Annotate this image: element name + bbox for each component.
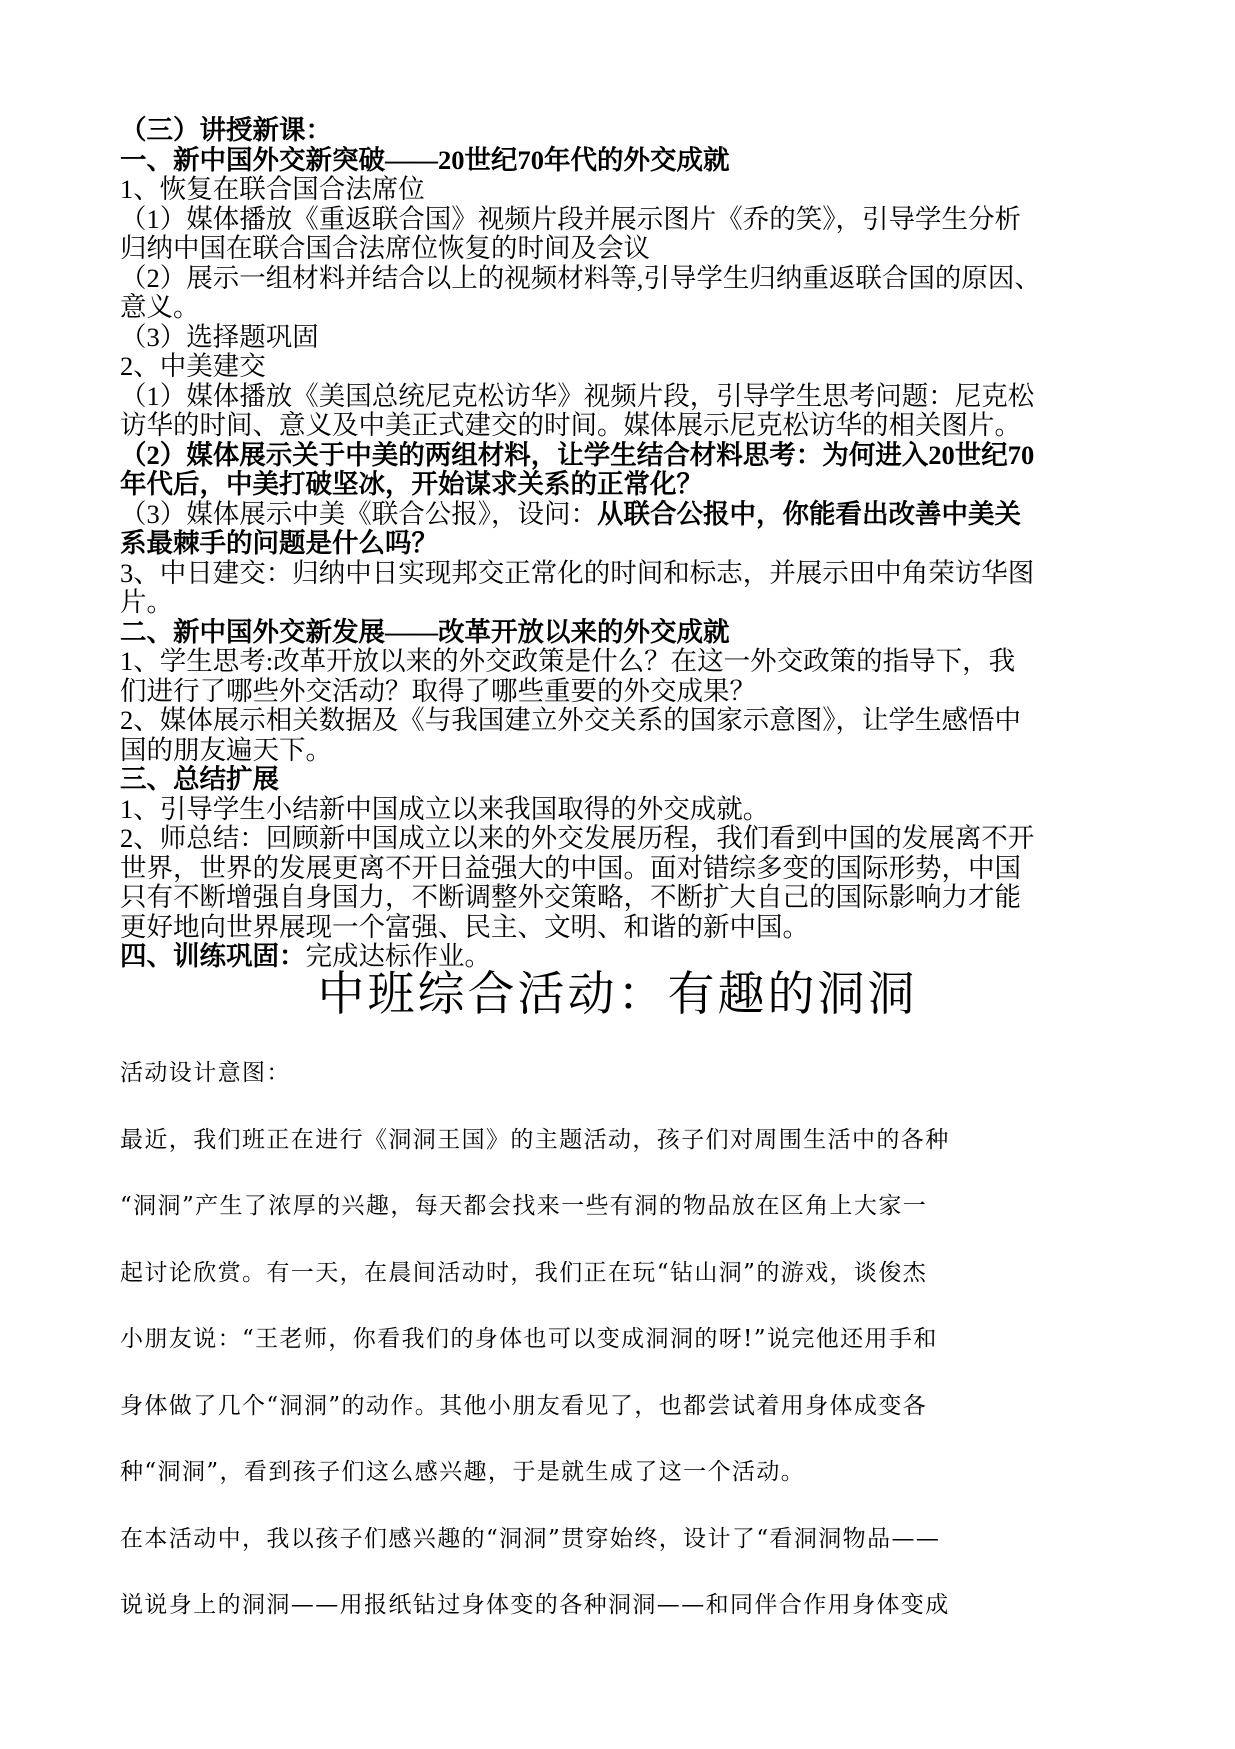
item1-2-line1: （2）展示一组材料并结合以上的视频材料等,引导学生归纳重返联合国的原因、 [120, 262, 1041, 293]
lesson-plan-section [120, 116, 1125, 972]
p3-item2-line4: 更好地向世界展现一个富强、民主、文明、和谐的新中国。 [120, 911, 809, 942]
p2-item2-line2: 国的朋友遍天下。 [120, 734, 332, 765]
part2-title: 二、新中国外交新发展——改革开放以来的外交成就 [120, 616, 730, 647]
p3-item2-line3: 只有不断增强自身国力，不断调整外交策略，不断扩大自己的国际影响力才能 [120, 882, 1021, 912]
item1-title: 1、恢复在联合国合法席位 [120, 174, 425, 204]
intent-line: 起讨论欣赏。有一天，在晨间活动时，我们正在玩“钻山洞”的游戏，谈俊杰 [120, 1259, 928, 1286]
item3-line2: 片。 [120, 587, 173, 617]
intent-label: 活动设计意图： [120, 1060, 291, 1086]
p2-item1-line2: 们进行了哪些外交活动？取得了哪些重要的外交成果？ [120, 675, 756, 706]
item2-3-normal: （3）媒体展示中美《联合公报》，设问： [120, 498, 597, 529]
item2-3-line1 [120, 500, 1125, 530]
item1-1-line2: 归纳中国在联合国合法席位恢复的时间及会议 [120, 233, 650, 263]
item2-2-line2: 年代后，中美打破坚冰，开始谋求关系的正常化？ [120, 469, 703, 499]
activity-section [120, 1040, 1125, 1639]
item2-2-line1: （2）媒体展示关于中美的两组材料，让学生结合材料思考：为何进入20世纪70 [120, 439, 1035, 470]
intent-line: 身体做了几个“洞洞”的动作。其他小朋友看见了，也都尝试着用身体成变各 [120, 1392, 928, 1419]
p3-item2-line2: 世界，世界的发展更离不开日益强大的中国。面对错综多变的国际形势，中国 [120, 852, 1021, 883]
p3-item2-line1: 2、师总结：回顾新中国成立以来的外交发展历程，我们看到中国的发展离不开 [120, 823, 1035, 853]
intent-line: 小朋友说：“王老师，你看我们的身体也可以变成洞洞的呀!”说完他还用手和 [120, 1326, 938, 1352]
p2-item2-line1: 2、媒体展示相关数据及《与我国建立外交关系的国家示意图》，让学生感悟中 [120, 705, 1021, 735]
item2-3-bold: 从联合公报中，你能看出改善中美关 [597, 498, 1021, 529]
item2-1-line1: （1）媒体播放《美国总统尼克松访华》视频片段，引导学生思考问题：尼克松 [120, 380, 1035, 411]
intent-line: 在本活动中，我以孩子们感兴趣的“洞洞”贯穿始终，设计了“看洞洞物品—— [120, 1525, 941, 1552]
item2-1-line2: 访华的时间、意义及中美正式建交的时间。媒体展示尼克松访华的相关图片。 [120, 410, 1021, 440]
item3-line1: 3、中日建交：归纳中日实现邦交正常化的时间和标志，并展示田中角荣访华图 [120, 557, 1035, 588]
item1-3: （3）选择题巩固 [120, 321, 319, 352]
intent-line: “洞洞”产生了浓厚的兴趣，每天都会找来一些有洞的物品放在区角上大家一 [120, 1193, 928, 1219]
section-heading: （三）讲授新课： [120, 115, 332, 145]
part3-title: 三、总结扩展 [120, 764, 279, 794]
intent-line: 最近，我们班正在进行《洞洞王国》的主题活动，孩子们对周围生活中的各种 [120, 1126, 950, 1153]
p3-item1: 1、引导学生小结新中国成立以来我国取得的外交成就。 [120, 793, 770, 824]
item1-1-line1: （1）媒体播放《重返联合国》视频片段并展示图片《乔的笑》，引导学生分析 [120, 203, 1021, 234]
intent-line: 种“洞洞”，看到孩子们这么感兴趣，于是就生成了这一个活动。 [120, 1459, 806, 1485]
p2-item1-line1: 1、学生思考:改革开放以来的外交政策是什么？在这一外交政策的指导下，我 [120, 646, 1016, 676]
item1-2-line2: 意义。 [120, 292, 200, 322]
part1-title: 一、新中国外交新突破——20世纪70年代的外交成就 [120, 144, 730, 175]
activity-title: 中班综合活动：有趣的洞洞 [317, 967, 918, 1022]
item2-3-line2: 系最棘手的问题是什么吗？ [120, 528, 438, 558]
part4-label: 四、训练巩固： [120, 941, 306, 971]
part4-text: 完成达标作业。 [305, 941, 491, 971]
intent-line: 说说身上的洞洞——用报纸钻过身体变的各种洞洞——和同伴合作用身体变成 [120, 1592, 950, 1618]
item2-title: 2、中美建交 [120, 351, 266, 381]
